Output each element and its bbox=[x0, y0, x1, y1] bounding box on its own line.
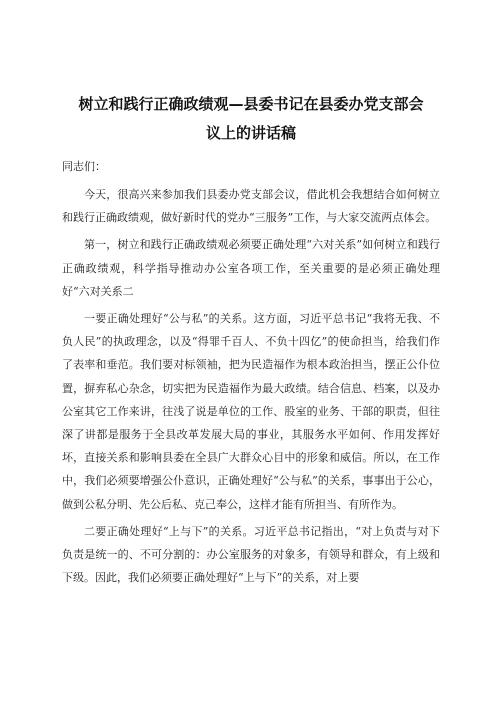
paragraph-upper-lower: 二要正确处理好“上与下”的关系。习近平总书记指出，“对上负责与对下负责是统一的、不可分割的：办公室服务的对象多，有领导和群众，有上级和下级。因此，我们必须要正确处理好“上与下”的关系，对上要 bbox=[62, 524, 440, 585]
greeting: 同志们： bbox=[62, 160, 106, 173]
title-line-2: 议上的讲话稿 bbox=[205, 124, 296, 142]
paragraph-intro: 今天，很高兴来参加我们县委办党支部会议，借此机会我想结合如何树立和践行正确政绩观，做好新时代的党办“三服务”工作，与大家交流两点体会。 bbox=[62, 188, 440, 225]
title-line-1: 树立和践行正确政绩观—县委书记在县委办党支部会 bbox=[78, 95, 424, 113]
paragraph-public-private: 一要正确处理好“公与私”的关系。这方面，习近平总书记“我将无我、不负人民”的执政理念，以及“得罪千百人、不负十四亿”的使命担当，给我们作了表率和垂范。我们要对标领袖，把为民造福作为根本政治担当，摆正公仆位置，摒弃私心杂念，切实把为民造福作为最大政绩。结合信息、档案，以及办公室其它工作来讲，往浅了说是单位的工作、股室的业务、干部的职责，但往深了讲都是服务于全县改革发展大局的事业，其服务水平如何、作用发挥好坏，直接关系和影响县委在全县广大群众心目中的形象和威信。所以，在工作中，我们必须要增强公仆意识，正确处理好“公与私”的关系，事事出于公心，做到公私分明、先公后私、克己奉公，这样才能有所担当、有所作为。 bbox=[62, 312, 440, 511]
paragraph-first-point: 第一，树立和践行正确政绩观必须要正确处理“六对关系”如何树立和践行正确政绩观，科学指导推动办公室各项工作，至关重要的是必须正确处理好“六对关系二 bbox=[62, 238, 440, 298]
document-title bbox=[62, 90, 440, 148]
